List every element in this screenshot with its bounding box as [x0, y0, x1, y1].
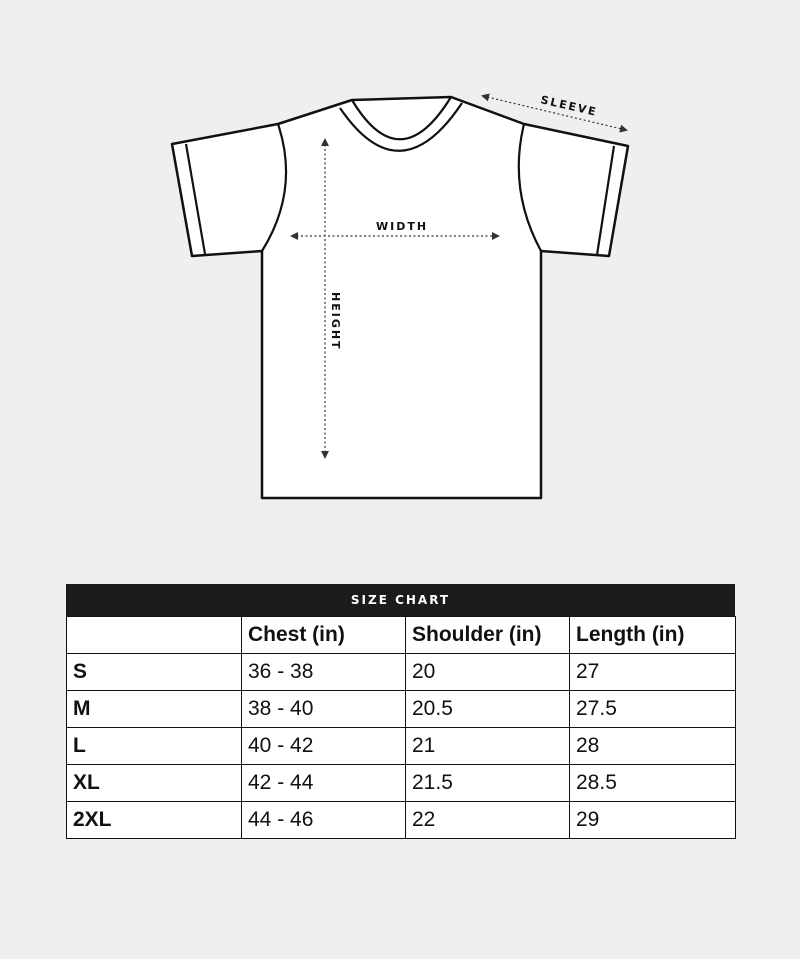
shoulder-cell: 20.5 [406, 691, 570, 728]
table-row [67, 654, 736, 691]
size-table [66, 616, 736, 839]
height-label: HEIGHT [329, 292, 342, 351]
length-cell: 27.5 [570, 691, 736, 728]
length-cell: 28 [570, 728, 736, 765]
chest-cell: 36 - 38 [242, 654, 406, 691]
shoulder-cell: 20 [406, 654, 570, 691]
length-cell: 28.5 [570, 765, 736, 802]
sleeve-label: SLEEVE [539, 93, 599, 119]
size-cell: XL [67, 765, 242, 802]
header-chest: Chest (in) [242, 617, 406, 654]
size-cell: S [67, 654, 242, 691]
chest-cell: 38 - 40 [242, 691, 406, 728]
size-cell: M [67, 691, 242, 728]
shoulder-cell: 21.5 [406, 765, 570, 802]
header-length: Length (in) [570, 617, 736, 654]
chest-cell: 40 - 42 [242, 728, 406, 765]
size-chart-title: SIZE CHART [66, 584, 735, 616]
size-cell: L [67, 728, 242, 765]
table-row [67, 802, 736, 839]
header-shoulder: Shoulder (in) [406, 617, 570, 654]
shoulder-cell: 22 [406, 802, 570, 839]
tshirt-outline [172, 97, 628, 498]
shoulder-cell: 21 [406, 728, 570, 765]
size-chart [66, 584, 735, 839]
size-cell: 2XL [67, 802, 242, 839]
header-size [67, 617, 242, 654]
table-row [67, 765, 736, 802]
table-row [67, 691, 736, 728]
length-cell: 27 [570, 654, 736, 691]
width-label: WIDTH [376, 220, 429, 233]
chest-cell: 44 - 46 [242, 802, 406, 839]
table-row [67, 728, 736, 765]
table-header-row [67, 617, 736, 654]
chest-cell: 42 - 44 [242, 765, 406, 802]
length-cell: 29 [570, 802, 736, 839]
